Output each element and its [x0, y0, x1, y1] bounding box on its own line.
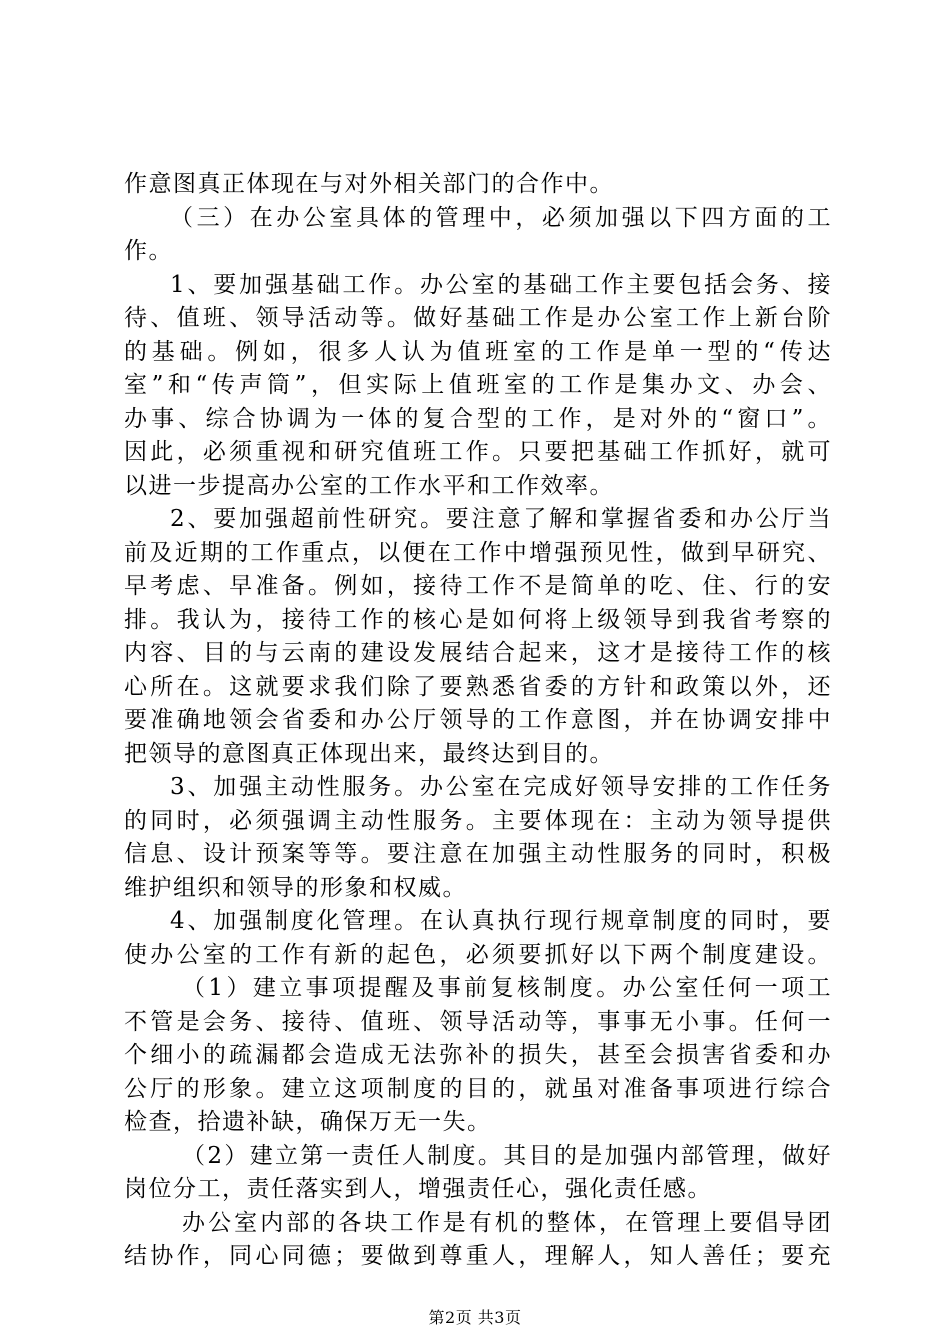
text-line: 信息、设计预案等等。要注意在加强主动性服务的同时，积极 [124, 841, 832, 867]
text-line: 室”和“传声筒”，但实际上值班室的工作是集办文、办会、 [124, 372, 832, 398]
text-line: 以进一步提高办公室的工作水平和工作效率。 [124, 472, 614, 499]
text-line: 3、加强主动性服务。办公室在完成好领导安排的工作任务 [170, 774, 832, 800]
text-line: 办公室内部的各块工作是有机的整体，在管理上要倡导团 [182, 1209, 832, 1236]
text-line: 把领导的意图真正体现出来，最终达到目的。 [124, 740, 614, 767]
text-line: 作意图真正体现在与对外相关部门的合作中。 [124, 171, 614, 197]
text-line: 待、值班、领导活动等。做好基础工作是办公室工作上新台阶 [124, 305, 832, 331]
text-line: 内容、目的与云南的建设发展结合起来，这才是接待工作的核 [124, 640, 832, 666]
text-line: 前及近期的工作重点，以便在工作中增强预见性，做到早研究、 [124, 539, 832, 566]
text-line: 要准确地领会省委和办公厅领导的工作意图，并在协调安排中 [124, 707, 832, 733]
text-line: 办事、综合协调为一体的复合型的工作，是对外的“窗口”。 [124, 405, 832, 432]
text-line: 结协作，同心同德；要做到尊重人，理解人，知人善任；要充 [124, 1243, 832, 1269]
text-line: 1、要加强基础工作。办公室的基础工作主要包括会务、接 [170, 271, 832, 298]
text-line: （1）建立事项提醒及事前复核制度。办公室任何一项工 [182, 975, 832, 1001]
text-line: 使办公室的工作有新的起色，必须要抓好以下两个制度建设。 [124, 941, 832, 968]
text-line: 因此，必须重视和研究值班工作。只要把基础工作抓好，就可 [124, 439, 832, 465]
text-line: 维护组织和领导的形象和权威。 [124, 874, 467, 901]
text-line: 不管是会务、接待、值班、领导活动等，事事无小事。任何一 [124, 1008, 832, 1035]
text-line: 公厅的形象。建立这项制度的目的，就虽对准备事项进行综合 [124, 1075, 832, 1102]
text-line: （三）在办公室具体的管理中，必须加强以下四方面的工 [170, 204, 832, 231]
text-line: 检查，拾遗补缺，确保万无一失。 [124, 1109, 492, 1135]
text-line: 心所在。这就要求我们除了要熟悉省委的方针和政策以外，还 [124, 673, 832, 700]
text-line: 的同时，必须强调主动性服务。主要体现在：主动为领导提供 [124, 807, 832, 834]
text-line: 作。 [124, 238, 173, 264]
text-line: 排。我认为，接待工作的核心是如何将上级领导到我省考察的 [124, 606, 832, 633]
page-footer: 第2页 共3页 [428, 1308, 522, 1327]
document-body [124, 168, 832, 1274]
text-line: （2）建立第一责任人制度。其目的是加强内部管理，做好 [182, 1142, 832, 1169]
text-line: 岗位分工，责任落实到人，增强责任心，强化责任感。 [124, 1176, 712, 1202]
text-line: 4、加强制度化管理。在认真执行现行规章制度的同时，要 [170, 908, 832, 934]
text-line: 早考虑、早准备。例如，接待工作不是简单的吃、住、行的安 [124, 573, 832, 599]
text-line: 个细小的疏漏都会造成无法弥补的损失，甚至会损害省委和办 [124, 1042, 832, 1068]
text-line: 的基础。例如，很多人认为值班室的工作是单一型的“传达 [124, 338, 832, 365]
text-line: 2、要加强超前性研究。要注意了解和掌握省委和办公厅当 [170, 506, 832, 532]
